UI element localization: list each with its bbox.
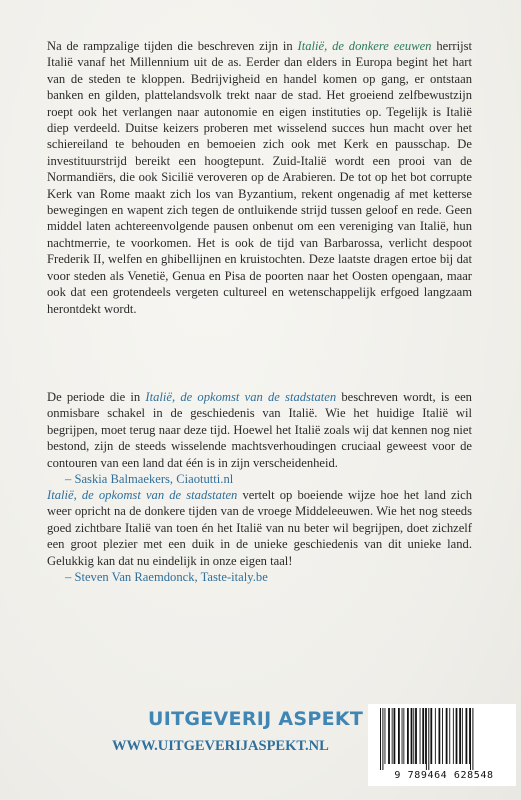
barcode-bar bbox=[422, 708, 424, 764]
barcode-bar bbox=[435, 708, 436, 764]
review-quote-1 bbox=[47, 389, 472, 487]
barcode-bar bbox=[430, 708, 432, 764]
synopsis-intro: Na de rampzalige tijden die beschreven zijn in bbox=[47, 39, 298, 53]
barcode-bar bbox=[466, 708, 468, 764]
barcode-bar bbox=[392, 708, 393, 764]
barcode-guard-bar bbox=[382, 708, 383, 770]
barcode-bar bbox=[415, 708, 417, 764]
barcode-bar bbox=[398, 708, 400, 764]
barcode-bar bbox=[385, 708, 386, 764]
barcode-bar bbox=[407, 708, 409, 764]
publisher-website: WWW.UITGEVERIJASPEKT.NL bbox=[112, 738, 329, 754]
barcode-bar bbox=[420, 708, 421, 764]
review-1-attribution: – Saskia Balmaekers, Ciaotutti.nl bbox=[65, 472, 234, 487]
barcode-bar bbox=[411, 708, 413, 764]
barcode-guard-bar bbox=[470, 708, 471, 770]
barcode-bar bbox=[439, 708, 441, 764]
barcode-bar bbox=[425, 708, 426, 764]
barcode-bar bbox=[456, 708, 458, 764]
barcode-bar bbox=[388, 708, 390, 764]
previous-book-title: Italië, de donkere eeuwen bbox=[297, 39, 432, 53]
review-2-attribution: – Steven Van Raemdonck, Taste-italy.be bbox=[65, 570, 268, 585]
barcode-bar bbox=[453, 708, 454, 764]
barcode-bar bbox=[394, 708, 396, 764]
barcode-guard-bar bbox=[472, 708, 473, 770]
barcode-guard-bar bbox=[428, 708, 429, 770]
barcode-bar bbox=[446, 708, 448, 764]
review-quote-2 bbox=[47, 487, 472, 585]
barcode-bar bbox=[469, 708, 470, 764]
review-1-intro: De periode die in bbox=[47, 390, 146, 404]
isbn-barcode bbox=[368, 704, 516, 786]
barcode-bars bbox=[378, 708, 506, 770]
barcode-guard-bar bbox=[380, 708, 381, 770]
isbn-digits: 9 789464 628548 bbox=[394, 770, 494, 781]
barcode-bar bbox=[402, 708, 403, 764]
review-2-book-title: Italië, de opkomst van de stadstaten bbox=[47, 488, 238, 502]
barcode-guard-bar bbox=[426, 708, 427, 770]
barcode-bar bbox=[462, 708, 463, 764]
publisher-name: UITGEVERIJ ASPEKT bbox=[148, 708, 364, 730]
review-1-book-title: Italië, de opkomst van de stadstaten bbox=[145, 390, 337, 404]
review-2-body: vertelt op boeiende wijze hoe het land zich weer opricht na de donkere tijden van de vroege Middeleeuwen. Wie het nog steeds goed zichtbare Italië van toen én het Italië van nu beter wil begrijpen, doet zichzelf een groot plezier met een duik in de unieke geschiedenis van dit unieke land. Gelukkig kan dat nu eindelijk in onze eigen taal! bbox=[47, 488, 472, 568]
barcode-bar bbox=[449, 708, 450, 764]
review-1-body: beschreven wordt, is een onmisbare schakel in de geschiedenis van Italië. Wie het huidige Italië wil begrijpen, moet terug naar deze tijd. Hoewel het Italië zoals wij dat kennen nog niet bestond, zijn de steeds wisselende machtsverhoudingen cruciaal geweest voor de contouren van een land dat één is in zijn verscheidenheid. bbox=[47, 390, 472, 470]
barcode-bar bbox=[442, 708, 443, 764]
barcode-bar bbox=[403, 708, 404, 764]
barcode-bar bbox=[459, 708, 461, 764]
synopsis-body: herrijst Italië vanaf het Millennium uit de as. Eerder dan elders in Europa begint het hart van de steden te kloppen. Bedrijvigheid en handel komen op gang, er ontstaan banken en gilden, plattelandsvolk trekt naar de stad. Het groeiend zelfbewustzijn roept ook het verlangen naar autonomie en eigen instituties op. Tegelijk is Italië diep verdeeld. Duitse keizers proberen met wisselend succes hun macht over het schiereiland te behouden en bemoeien zich ook met Kerk en pausschap. De investituurstrijd bereikt een hoogtepunt. Zuid-Italië wordt een prooi van de Normandiërs, die ook Sicilië veroveren op de Arabieren. De tot op het bot corrupte Kerk van Rome maakt zich los van Byzantium, rekent ongenadig af met ketterse bewegingen en wapent zich tegen de ontluikende strijd tussen geloof en rede. Geen middel laten achtereenvolgende pausen onbenut om een vereniging van Italië, hun nachtmerrie, te voorkomen. Het is ook de tijd van Barbarossa, verlicht despoot Frederik II, welfen en ghibellijnen en kruistochten. Deze laatste dragen ertoe bij dat voor steden als Venetië, Genua en Pisa de poorten naar het Oosten opengaan, maar ook dat een grotendeels vergeten cultureel en wetenschappelijk erfgoed langzaam herontdekt wordt. bbox=[47, 39, 472, 316]
synopsis-paragraph bbox=[47, 38, 472, 317]
barcode-bar bbox=[413, 708, 414, 764]
